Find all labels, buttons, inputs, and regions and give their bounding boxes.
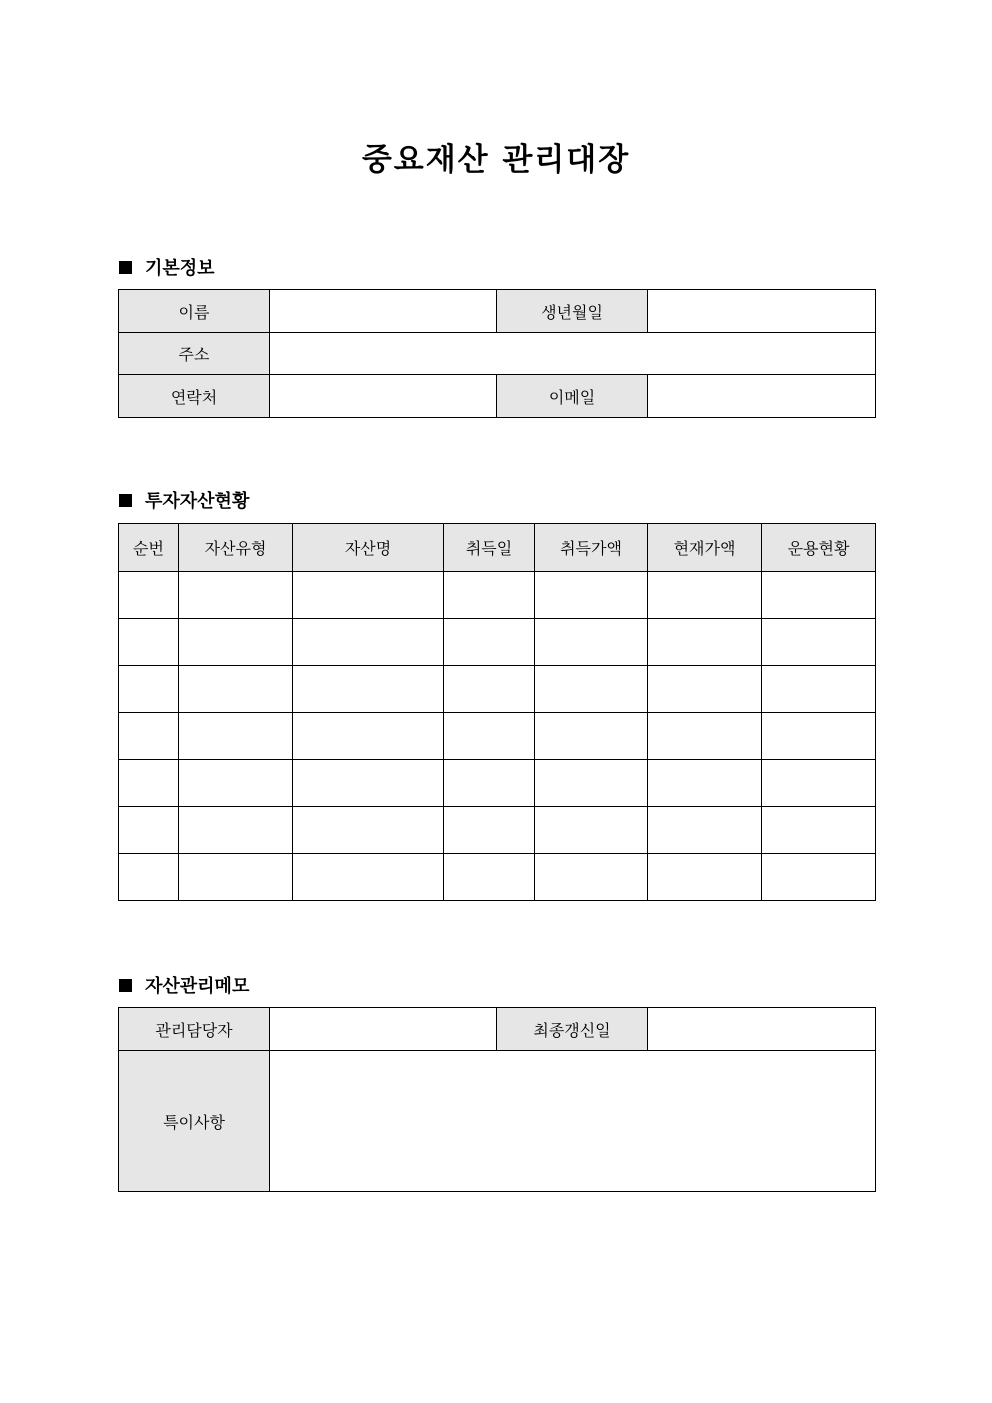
- cell-asset-type[interactable]: [179, 854, 293, 901]
- address-label: 주소: [119, 333, 270, 375]
- cell-acquired-value[interactable]: [535, 807, 648, 854]
- cell-acquired-value[interactable]: [535, 854, 648, 901]
- column-header-status: 운용현황: [762, 524, 876, 572]
- contact-field[interactable]: [270, 375, 497, 418]
- table-row: [119, 760, 876, 807]
- cell-seq[interactable]: [119, 807, 179, 854]
- last-updated-label: 최종갱신일: [497, 1008, 648, 1051]
- cell-asset-name[interactable]: [293, 572, 444, 619]
- cell-acquired-date[interactable]: [444, 854, 535, 901]
- column-header-asset-type: 자산유형: [179, 524, 293, 572]
- assets-header-row: [119, 524, 876, 572]
- basic-info-heading: 기본정보: [145, 258, 215, 279]
- cell-asset-type[interactable]: [179, 666, 293, 713]
- cell-acquired-value[interactable]: [535, 666, 648, 713]
- square-bullet-icon: [119, 979, 132, 992]
- email-field[interactable]: [648, 375, 876, 418]
- table-row: [119, 713, 876, 760]
- cell-seq[interactable]: [119, 666, 179, 713]
- cell-seq[interactable]: [119, 572, 179, 619]
- cell-asset-name[interactable]: [293, 854, 444, 901]
- cell-acquired-value[interactable]: [535, 713, 648, 760]
- assets-table: [118, 523, 876, 901]
- cell-asset-name[interactable]: [293, 713, 444, 760]
- cell-status[interactable]: [762, 713, 876, 760]
- square-bullet-icon: [119, 261, 132, 274]
- cell-seq[interactable]: [119, 619, 179, 666]
- cell-acquired-value[interactable]: [535, 572, 648, 619]
- table-row: [119, 572, 876, 619]
- cell-asset-name[interactable]: [293, 760, 444, 807]
- basic-info-table: [118, 289, 876, 418]
- cell-acquired-value[interactable]: [535, 619, 648, 666]
- cell-acquired-date[interactable]: [444, 713, 535, 760]
- column-header-acquired-value: 취득가액: [535, 524, 648, 572]
- column-header-current-value: 현재가액: [648, 524, 762, 572]
- section-heading-assets: [119, 487, 249, 513]
- cell-acquired-date[interactable]: [444, 760, 535, 807]
- column-header-acquired-date: 취득일: [444, 524, 535, 572]
- birthdate-field[interactable]: [648, 290, 876, 333]
- cell-asset-type[interactable]: [179, 619, 293, 666]
- cell-asset-name[interactable]: [293, 619, 444, 666]
- cell-current-value[interactable]: [648, 854, 762, 901]
- name-field[interactable]: [270, 290, 497, 333]
- manager-field[interactable]: [270, 1008, 497, 1051]
- column-header-asset-name: 자산명: [293, 524, 444, 572]
- table-row: [119, 807, 876, 854]
- table-row: [119, 854, 876, 901]
- table-row: [119, 666, 876, 713]
- cell-status[interactable]: [762, 807, 876, 854]
- column-header-seq: 순번: [119, 524, 179, 572]
- cell-acquired-value[interactable]: [535, 760, 648, 807]
- cell-current-value[interactable]: [648, 713, 762, 760]
- cell-status[interactable]: [762, 666, 876, 713]
- assets-heading: 투자자산현황: [145, 491, 250, 512]
- cell-asset-type[interactable]: [179, 760, 293, 807]
- cell-status[interactable]: [762, 572, 876, 619]
- cell-current-value[interactable]: [648, 572, 762, 619]
- memo-table: [118, 1007, 876, 1192]
- cell-acquired-date[interactable]: [444, 619, 535, 666]
- manager-label: 관리담당자: [119, 1008, 270, 1051]
- cell-current-value[interactable]: [648, 760, 762, 807]
- cell-status[interactable]: [762, 854, 876, 901]
- cell-asset-type[interactable]: [179, 572, 293, 619]
- last-updated-field[interactable]: [648, 1008, 876, 1051]
- cell-status[interactable]: [762, 760, 876, 807]
- cell-acquired-date[interactable]: [444, 572, 535, 619]
- cell-current-value[interactable]: [648, 619, 762, 666]
- name-label: 이름: [119, 290, 270, 333]
- cell-seq[interactable]: [119, 713, 179, 760]
- birthdate-label: 생년월일: [497, 290, 648, 333]
- notes-label: 특이사항: [119, 1051, 270, 1192]
- email-label: 이메일: [497, 375, 648, 418]
- address-field[interactable]: [270, 333, 876, 375]
- cell-status[interactable]: [762, 619, 876, 666]
- cell-acquired-date[interactable]: [444, 807, 535, 854]
- cell-asset-type[interactable]: [179, 713, 293, 760]
- square-bullet-icon: [119, 494, 132, 507]
- cell-seq[interactable]: [119, 854, 179, 901]
- cell-current-value[interactable]: [648, 666, 762, 713]
- cell-asset-name[interactable]: [293, 666, 444, 713]
- contact-label: 연락처: [119, 375, 270, 418]
- section-heading-memo: [119, 972, 249, 998]
- cell-asset-type[interactable]: [179, 807, 293, 854]
- notes-field[interactable]: [270, 1051, 876, 1192]
- section-heading-basic-info: [119, 254, 215, 280]
- cell-asset-name[interactable]: [293, 807, 444, 854]
- table-row: [119, 619, 876, 666]
- cell-current-value[interactable]: [648, 807, 762, 854]
- memo-heading: 자산관리메모: [145, 976, 250, 997]
- cell-seq[interactable]: [119, 760, 179, 807]
- document-title: 중요재산 관리대장: [361, 142, 631, 178]
- cell-acquired-date[interactable]: [444, 666, 535, 713]
